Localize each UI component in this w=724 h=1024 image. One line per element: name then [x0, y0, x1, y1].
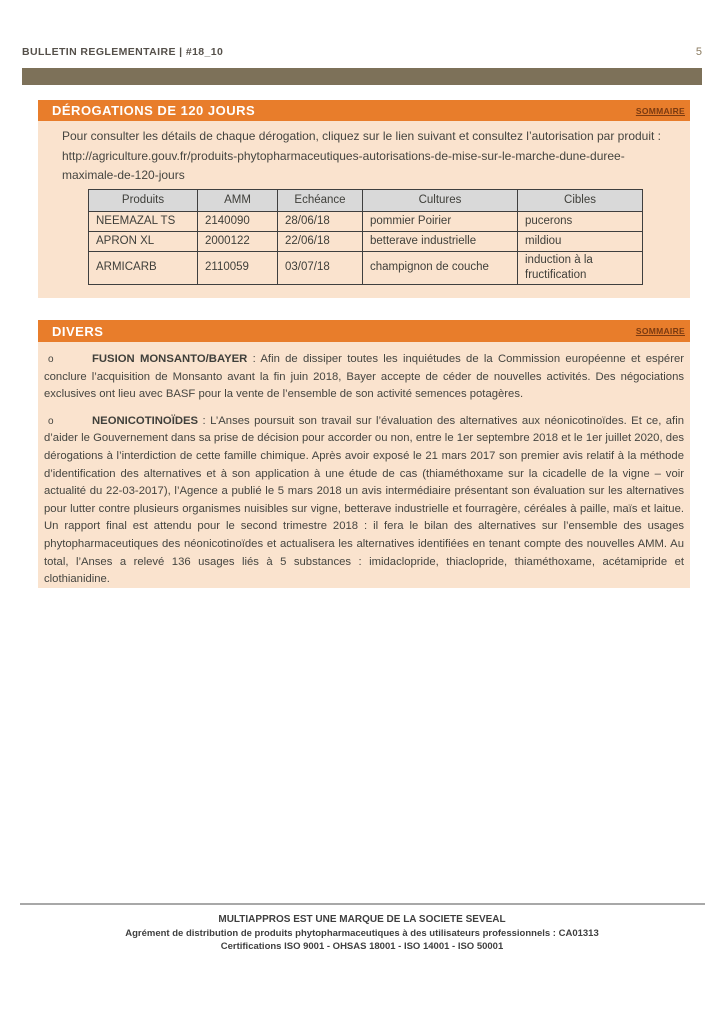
section-divers-title: DIVERS [52, 323, 104, 339]
section-divers-header [38, 320, 690, 342]
header-divider-bar [22, 68, 702, 85]
derogations-table [88, 189, 643, 285]
bulletin-title: BULLETIN REGLEMENTAIRE | #18_10 [22, 46, 224, 58]
cell-echeance: 28/06/18 [278, 211, 363, 231]
cell-produit: ARMICARB [89, 251, 198, 284]
page-number: 5 [695, 46, 702, 58]
section-divers-body [38, 342, 690, 588]
paragraph-spacer [44, 404, 684, 413]
section-derogations-title: DÉROGATIONS DE 120 JOURS [52, 103, 256, 118]
cell-amm: 2110059 [198, 251, 278, 284]
sommaire-link-derogations[interactable]: SOMMAIRE [635, 105, 685, 116]
divers-item-heading: FUSION MONSANTO/BAYER [92, 353, 248, 365]
cell-echeance: 22/06/18 [278, 231, 363, 251]
cell-produit: APRON XL [89, 231, 198, 251]
cell-cibles: mildiou [518, 231, 643, 251]
cell-produit: NEEMAZAL TS [89, 211, 198, 231]
col-header-echeance: Echéance [278, 189, 363, 211]
footer-certifications-line: Certifications ISO 9001 - OHSAS 18001 - ISO 14001 - ISO 50001 [220, 941, 504, 952]
section-derogations-body [38, 121, 690, 298]
cell-cultures: champignon de couche [363, 251, 518, 284]
derogations-intro-text: Pour consulter les détails de chaque dérogation, cliquez sur le lien suivant et consultez l’autorisation par produit : [62, 129, 662, 143]
divers-item-text: : Afin de dissiper toutes les inquiétudes de la Commission européenne et espérer conclure l’acquisition de Monsanto avant la fin juin 2018, Bayer accepte de céder de nouvelles activités. Des négociations exclusives ont lieu avec BASF pour la vente de l’ensemble de son activité semences potagères. [44, 353, 685, 401]
cell-cibles: pucerons [518, 211, 643, 231]
divers-item-neonicotinoides-continued: Un rapport final est attendu pour le second trimestre 2018 : il fera le bilan des alternatives sur l’ensemble des usages phytopharmaceutiques des néonicotinoïdes et actualisera les alternatives identifiées en tenant compte des nouvelles AMM. Au total, l’Anses a relevé 136 usages liés à 5 substances : imidaclopride, thiaclopride, thiaméthoxame, acétamipride et clothianidine. [44, 520, 684, 586]
cell-cultures: pommier Poirier [363, 211, 518, 231]
section-derogations [38, 100, 690, 298]
col-header-produits: Produits [89, 189, 198, 211]
section-derogations-header [38, 100, 690, 121]
footer-agrement-line: Agrément de distribution de produits phytopharmaceutiques à des utilisateurs professionnels : CA01313 [125, 928, 599, 939]
circle-bullet-icon: o [48, 354, 54, 365]
cell-cultures: betterave industrielle [363, 231, 518, 251]
col-header-cibles: Cibles [518, 189, 643, 211]
divers-item-neonicotinoides [44, 413, 684, 519]
table-header-row [89, 189, 643, 211]
circle-bullet-icon: o [48, 415, 54, 427]
divers-item-fusion [44, 351, 684, 404]
sommaire-link-divers[interactable]: SOMMAIRE [635, 326, 685, 336]
divers-item-text-part1: : L’Anses poursuit son travail sur l’évaluation des alternatives aux néonicotinoïdes. Et ce, afin d’aider le Gouvernement dans sa prise de décision pour accorder ou non, entre le 1er septembre 2018 et le 1er juillet 2020, des dérogations à l’interdiction de cette famille chimique. Après avoir exposé le 21 mars 2017 son premier avis relatif à la méthode d’identification des alternatives et à son application à une étude de cas (thiaméthoxame sur la cicadelle de la vigne – voir actualité du 22-03-2017), l’Agence a publié le 5 mars 2018 un avis intermédiaire présentant son évaluation sur les alternatives pour lutter contre plusieurs organismes nuisibles sur vigne, betterave industrielle et fourragère, céréales à paille, maïs et laitue. [44, 414, 684, 515]
col-header-amm: AMM [198, 189, 278, 211]
table-row [89, 211, 643, 231]
derogations-url-link[interactable]: http://agriculture.gouv.fr/produits-phytopharmaceutiques-autorisations-de-mise-sur-le-marche-dune-duree-maximale-de-120-jours [62, 148, 625, 182]
section-divers [38, 320, 690, 588]
table-row [89, 251, 643, 284]
document-footer [0, 913, 724, 953]
table-row [89, 231, 643, 251]
document-header [22, 46, 702, 58]
cell-amm: 2140090 [198, 211, 278, 231]
cell-cibles: induction à la fructification [518, 251, 643, 284]
divers-item-heading: NEONICOTINOÏDES [92, 414, 199, 427]
footer-divider-line [20, 903, 705, 905]
footer-brand-line: MULTIAPPROS EST UNE MARQUE DE LA SOCIETE SEVEAL [218, 914, 506, 925]
col-header-cultures: Cultures [363, 189, 518, 211]
cell-amm: 2000122 [198, 231, 278, 251]
cell-echeance: 03/07/18 [278, 251, 363, 284]
